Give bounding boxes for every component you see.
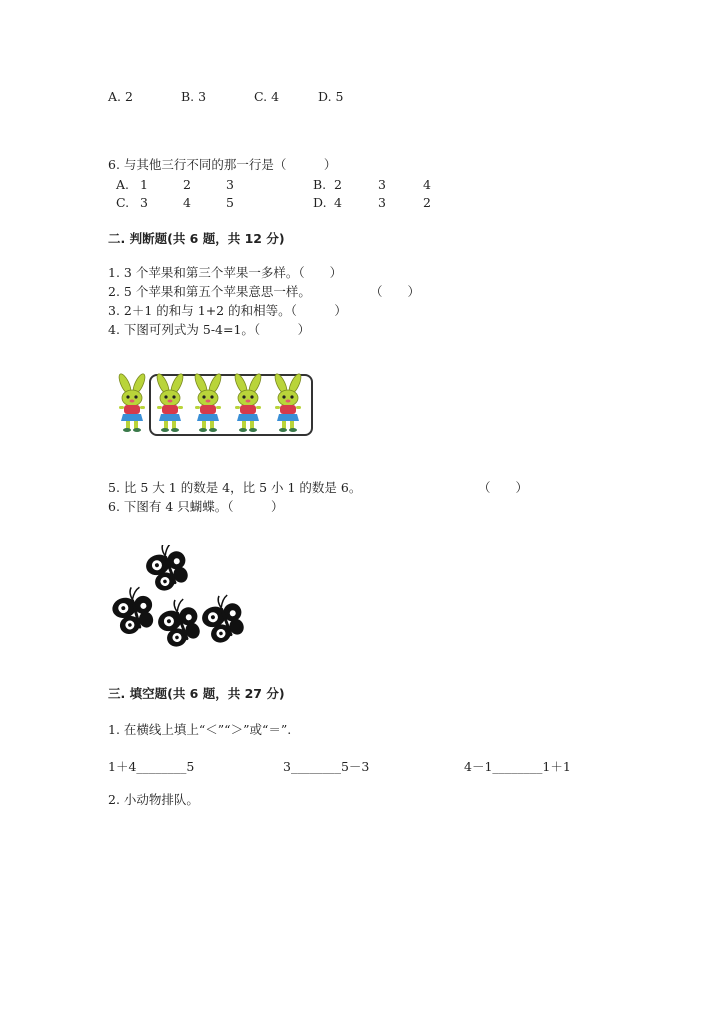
s2-item-6: 6. 下图有 4 只蝴蝶。（ ） [108, 499, 284, 514]
option-d: D. 5 [318, 89, 344, 104]
s3-question-1: 1. 在横线上填上“＜”“＞”或“＝”. [108, 722, 292, 737]
s2-item-5: 5. 比 5 大 1 的数是 4，比 5 小 1 的数是 6。 [108, 480, 362, 495]
question-6-text: 6. 与其他三行不同的那一行是（ ） [108, 157, 337, 172]
butterflies-illustration [108, 545, 258, 653]
s2-item-1: 1. 3 个苹果和第三个苹果一多样。（ ） [108, 265, 343, 280]
s2-item-2: 2. 5 个苹果和第五个苹果意思一样。 [108, 284, 311, 299]
option-a: A. 2 [108, 89, 133, 104]
option-c: C. 4 [254, 89, 280, 104]
s2-item-5-paren: （ ） [478, 480, 529, 495]
section-2-title: 二. 判断题(共 6 题，共 12 分) [108, 231, 285, 246]
blank-2[interactable]: 3________5－3 [283, 759, 370, 774]
butterfly-figure [108, 583, 158, 637]
rabbit-figure [155, 372, 186, 432]
s2-item-2-paren: （ ） [370, 284, 421, 299]
butterfly-figure [140, 545, 193, 594]
blank-3[interactable]: 4－1________1＋1 [464, 759, 571, 774]
section-3-title: 三. 填空题(共 6 题，共 27 分) [108, 686, 285, 701]
butterfly-figure [196, 590, 249, 646]
s2-item-4: 4. 下图可列式为 5-4=1。（ ） [108, 322, 311, 337]
rabbit-figure [273, 372, 304, 432]
s3-question-2: 2. 小动物排队。 [108, 792, 199, 807]
butterfly-figure [152, 594, 205, 650]
rabbit-figure [117, 372, 148, 432]
rabbit-figure [233, 372, 264, 432]
rabbits-illustration [106, 372, 316, 440]
option-b: B. 3 [181, 89, 207, 104]
rabbit-figure [193, 372, 224, 432]
s2-item-3: 3. 2＋1 的和与 1+2 的和相等。（ ） [108, 303, 347, 318]
blank-1[interactable]: 1＋4________5 [108, 759, 195, 774]
